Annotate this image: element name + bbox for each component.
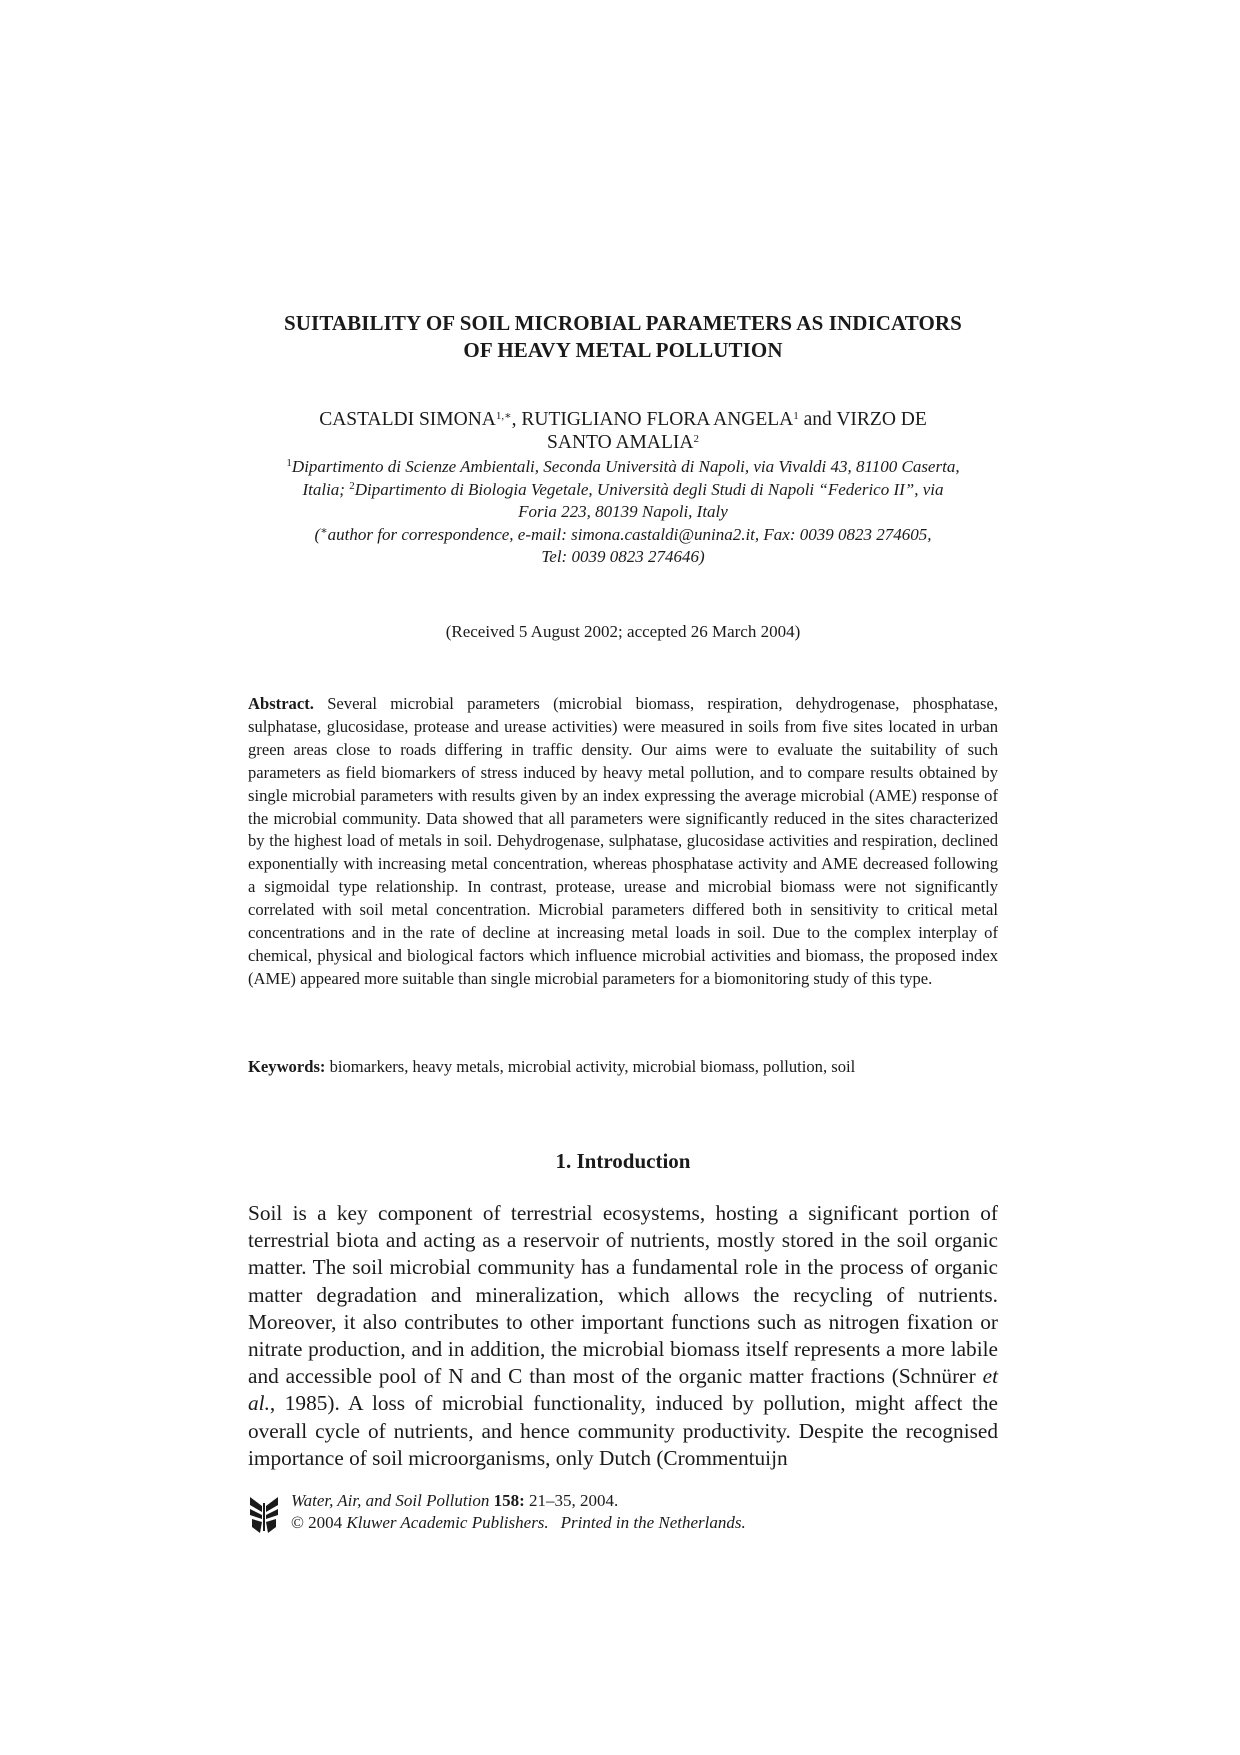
copyright-line <box>291 1512 746 1534</box>
author-conjunction: and <box>798 409 837 430</box>
affiliation-text: Italia; <box>302 479 350 499</box>
received-dates: (Received 5 August 2002; accepted 26 March 2004) <box>445 622 801 641</box>
correspondence-marker: ∗ <box>320 524 328 537</box>
journal-pages-year: 21–35, 2004. <box>524 1491 619 1510</box>
authors-line-2 <box>248 431 998 454</box>
affil-marker: 1 <box>286 457 292 469</box>
publisher-name: Kluwer Academic Publishers. <box>346 1513 549 1532</box>
authors-line-1 <box>248 408 998 431</box>
affil-marker: 2 <box>349 479 355 492</box>
title-line-1: SUITABILITY OF SOIL MICROBIAL PARAMETERS AS INDICATORS <box>284 311 962 335</box>
author-affil-marker: 1 <box>793 410 799 422</box>
intro-text: , 1985). A loss of microbial functionality, induced by pollution, might affect the overall cycle of nutrients, and hence community productivity. Despite the recognised importance of soil microorganisms, only Dutch (Crommentuijn <box>248 1391 998 1470</box>
author-name: CASTALDI SIMONA <box>319 409 496 430</box>
paper-title <box>248 310 998 364</box>
section-heading: 1. Introduction <box>555 1149 691 1173</box>
printed-location: Printed in the Netherlands. <box>560 1513 746 1532</box>
affiliation-line-3: Foria 223, 80139 Napoli, Italy <box>518 502 728 521</box>
abstract-text: Several microbial parameters (microbial biomass, respiration, dehydrogenase, phosphatase, sulphatase, glucosidase, protease and urease activities) were measured in soils from five sites located in urban green areas close to roads differing in traffic density. Our aims were to evaluate the suitability of such parameters as field biomarkers of stress induced by heavy metal pollution, and to compare results obtained by single microbial parameters with results given by an index expressing the average microbial (AME) response of the microbial community. Data showed that all parameters were significantly reduced in the sites characterized by the highest load of metals in soil. Dehydrogenase, sulphatase, glucosidase activities and respiration, declined exponentially with increasing metal concentration, whereas phosphatase activity and AME decreased following a sigmoidal type relationship. In contrast, protease, urease and microbial biomass were not significantly correlated with soil metal concentration. Microbial parameters differed both in sensitivity to critical metal concentrations and in the rate of decline at increasing metal loads in soil. Due to the complex interplay of chemical, physical and biological factors which influence microbial activities and biomass, the proposed index (AME) appeared more suitable than single microbial parameters for a biomonitoring study of this type. <box>248 694 998 988</box>
footer-text <box>291 1490 746 1534</box>
keywords-label: Keywords: <box>248 1057 326 1076</box>
correspondence-paren: ( <box>314 524 321 544</box>
correspondence-line-2: Tel: 0039 0823 274646) <box>541 547 705 566</box>
keywords-text: biomarkers, heavy metals, microbial activity, microbial biomass, pollution, soil <box>325 1057 856 1076</box>
author-affil-marker: 2 <box>693 433 699 445</box>
author-name: SANTO AMALIA <box>547 432 694 453</box>
affiliation-text: Dipartimento di Biologia Vegetale, Università degli Studi di Napoli “Federico II”, via <box>354 479 944 499</box>
journal-name: Water, Air, and Soil Pollution <box>291 1491 490 1510</box>
intro-text: Soil is a key component of terrestrial ecosystems, hosting a significant portion of terrestrial biota and acting as a reservoir of nutrients, mostly stored in the soil organic matter. The soil microbial community has a fundamental role in the process of organic matter degradation and mineralization, which allows the recycling of nutrients. Moreover, it also contributes to other important functions such as nitrogen fixation or nitrate production, and in addition, the microbial biomass itself represents a more labile and accessible pool of N and C than most of the organic matter fractions (Schnürer <box>248 1201 998 1389</box>
copyright-text: © 2004 <box>291 1513 347 1532</box>
author-list <box>248 408 998 454</box>
intro-citation-etal: et al. <box>248 1364 998 1416</box>
publisher-logo-icon <box>248 1493 280 1535</box>
affiliation-line-1 <box>248 456 998 479</box>
title-line-2: OF HEAVY METAL POLLUTION <box>463 338 783 362</box>
affiliation-text: Dipartimento di Scienze Ambientali, Seconda Università di Napoli, via Vivaldi 43, 81100 Caserta, <box>291 457 960 476</box>
affiliations <box>248 456 998 569</box>
author-name: RUTIGLIANO FLORA ANGELA <box>521 409 794 430</box>
introduction-paragraph <box>248 1200 998 1472</box>
journal-volume: 158: <box>493 1491 525 1510</box>
correspondence-text: author for correspondence, e-mail: simona.castaldi@unina2.it, Fax: 0039 0823 274605, <box>327 524 932 544</box>
journal-footer <box>248 1490 998 1538</box>
affiliation-line-2 <box>248 479 998 502</box>
journal-citation <box>291 1490 746 1512</box>
author-name: VIRZO DE <box>836 409 927 430</box>
abstract-label: Abstract. <box>248 694 314 713</box>
keywords <box>248 1056 998 1078</box>
correspondence-line-1 <box>248 524 998 547</box>
author-affil-marker: 1,∗ <box>495 410 512 422</box>
abstract <box>248 693 998 991</box>
author-separator: , <box>511 409 522 430</box>
